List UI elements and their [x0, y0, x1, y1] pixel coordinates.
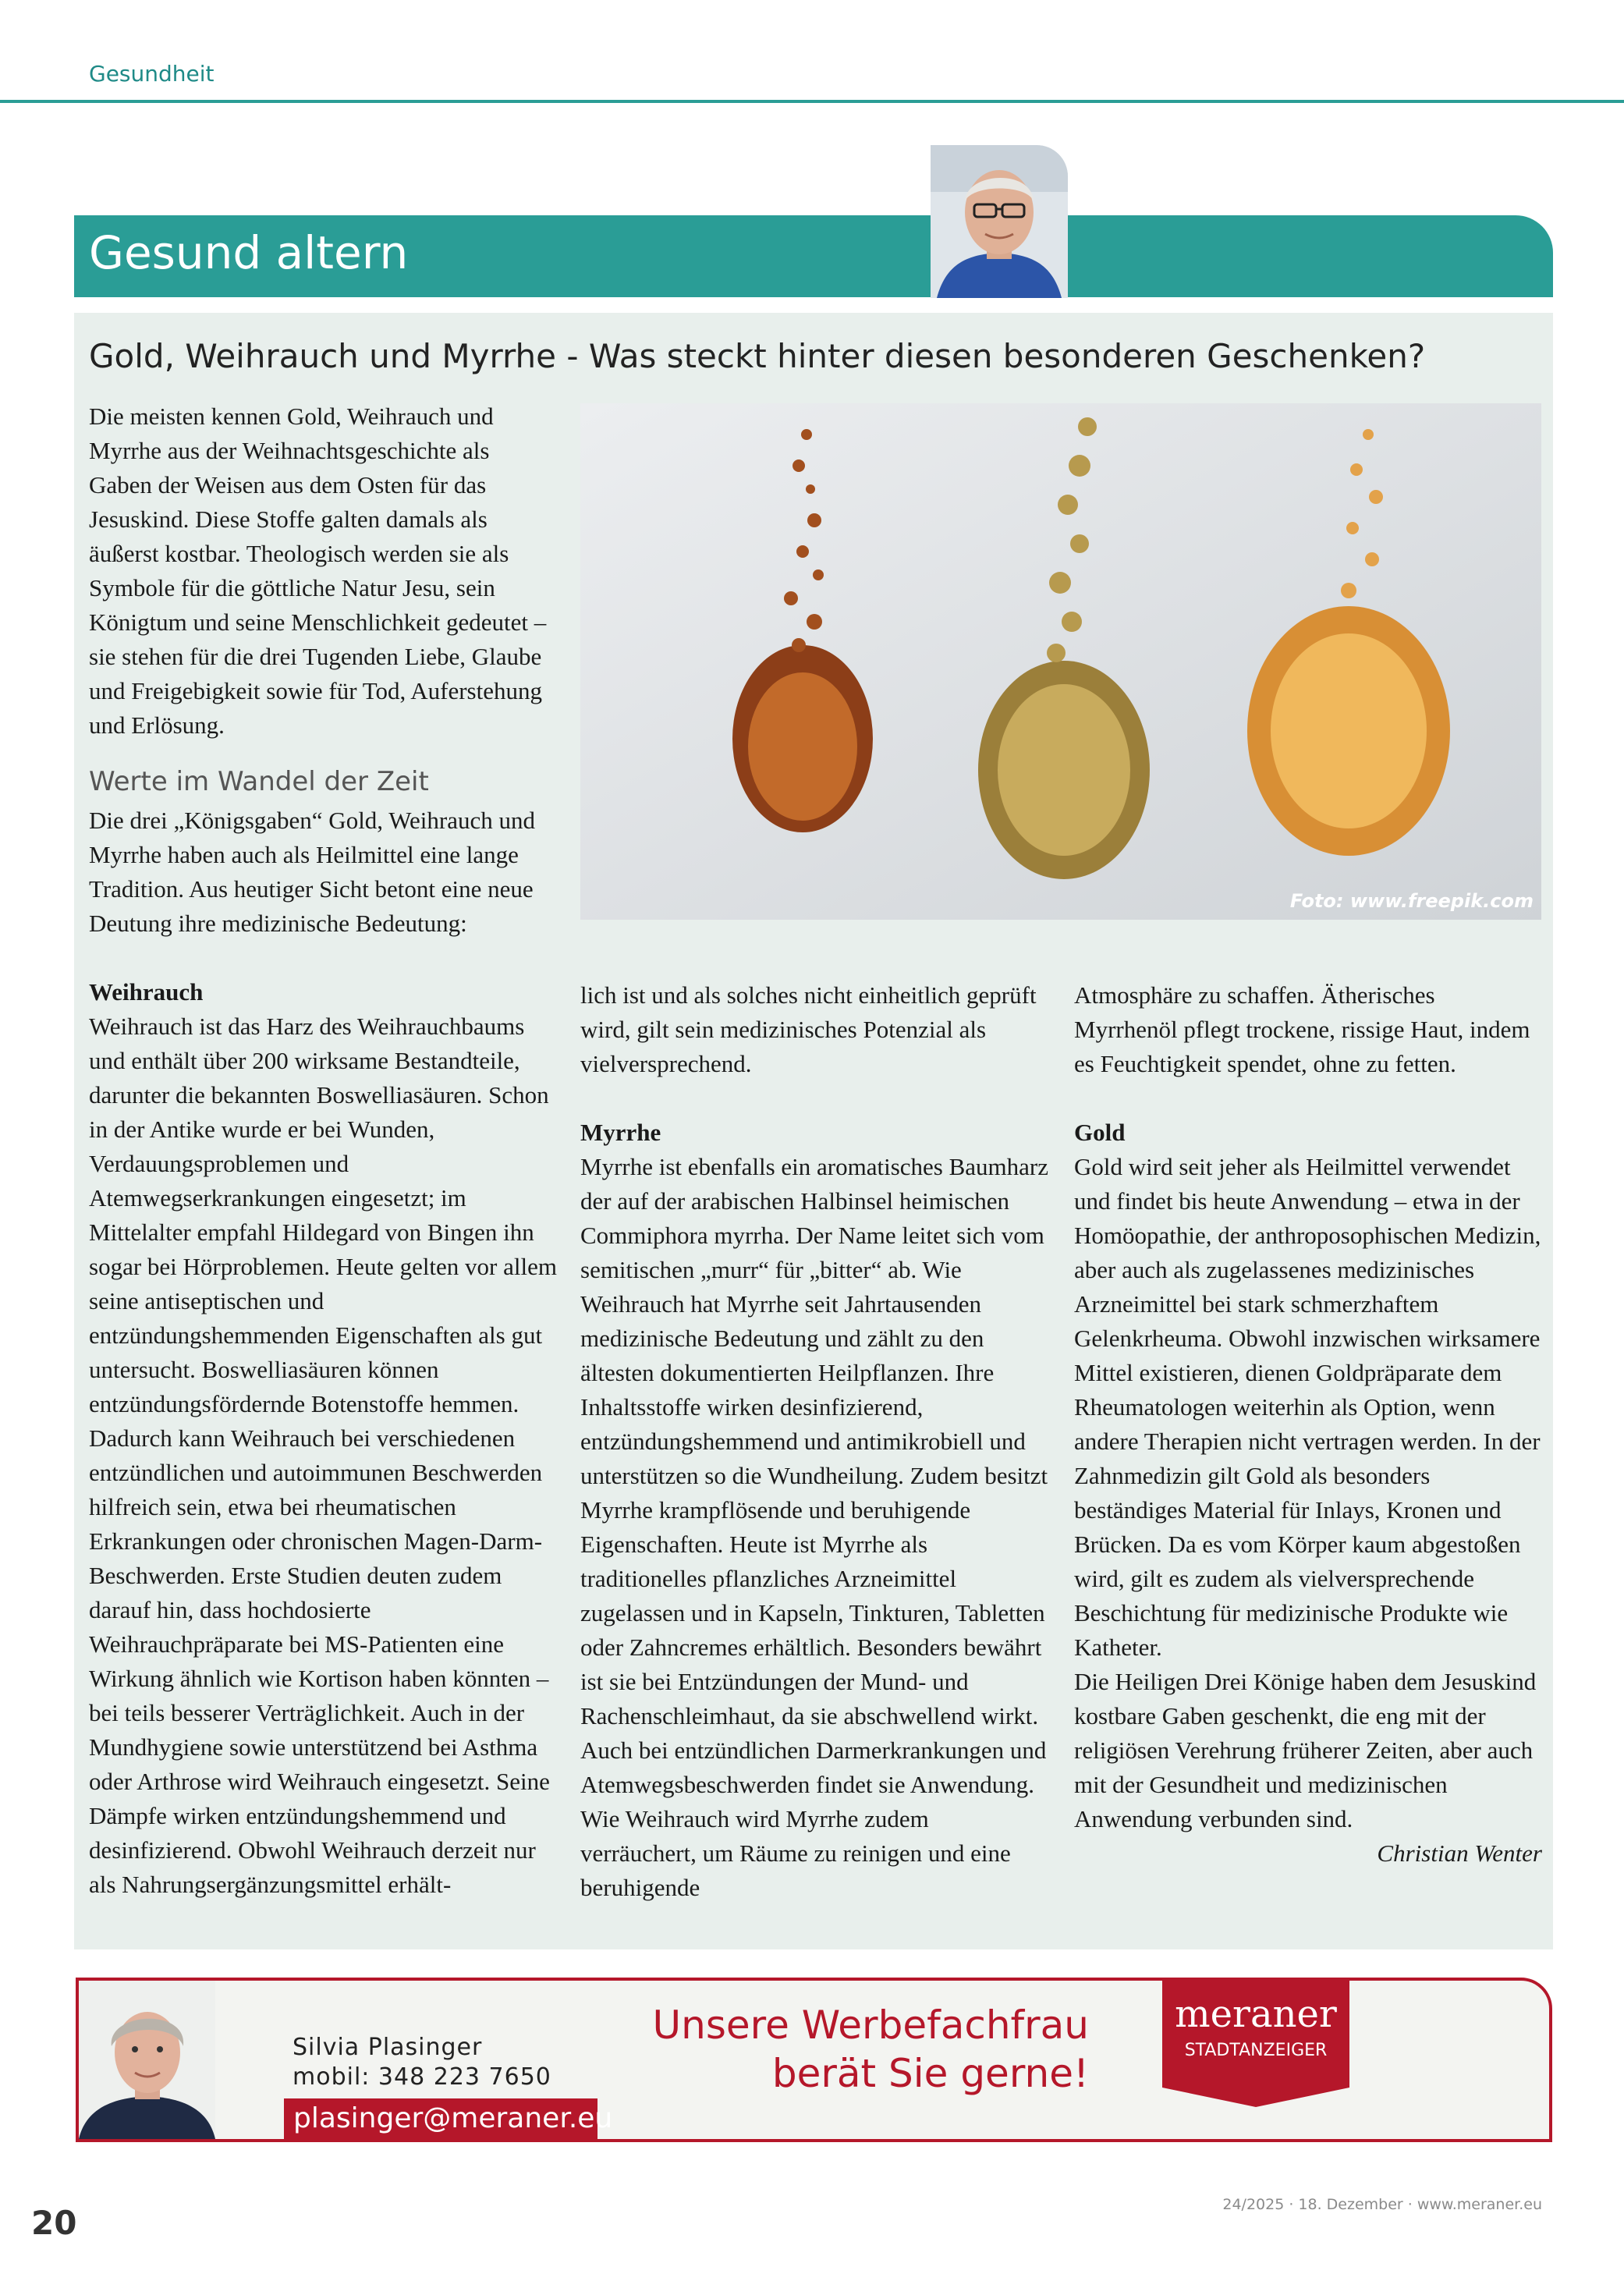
weihrauch-continued: lich ist und als solches nicht einheitlich geprüft wird, gilt sein medizinisches Potenzial als vielversprechend.	[580, 981, 1037, 1077]
myrrhe-paragraph: Myrrhe ist ebenfalls ein aromatisches Baumharz der auf der arabischen Halbinsel heimischen Commiphora myrrha. Der Name leitet sich vom semitischen „murr“ für „bitter“ ab. Wie Weihrauch hat Myrrhe seit Jahrtausenden medizinische Bedeutung und zählt zu den ältesten dokumentierten Heilpflanzen. Ihre Inhaltsstoffe wirken desinfizierend, entzündungshemmend und antimikrobiell und unterstützen so die Wundheilung. Zudem besitzt Myrrhe krampflösende und beruhigende Eigenschaften. Heute ist Myrrhe als traditionelles pflanzliches Arzneimittel zugelassen und in Kapseln, Tinkturen, Tabletten oder Zahncremes erhältlich. Besonders bewährt ist sie bei Entzündungen der Mund- und Rachenschleimhaut, da sie abschwellend wirkt. Auch bei entzündlichen Darmerkrankungen und Atemwegsbeschwerden findet sie Anwendung. Wie Weihrauch wird Myrrhe zudem verräuchert, um Räume zu reinigen und eine beruhigende	[580, 1153, 1048, 1901]
header-rule	[0, 100, 1624, 103]
weihrauch-heading: Weihrauch	[89, 978, 204, 1006]
weihrauch-paragraph: Weihrauch ist das Harz des Weihrauchbaums und enthält über 200 wirksame Bestandteile, darunter die bekannten Boswelliasäuren. Schon in der Antike wurde er bei Wunden, Verdauungsproblemen und Atemwegserkrankungen eingesetzt; im Mittelalter empfahl Hildegard von Bingen ihn sogar bei Hörproblemen. Heute gelten vor allem seine antiseptischen und entzündungshemmenden Eigenschaften als gut untersucht. Boswelliasäuren können entzündungsfördernde Botenstoffe hemmen. Dadurch kann Weihrauch bei verschiedenen entzündlichen und autoimmunen Beschwerden hilfreich sein, etwa bei rheumatischen Erkrankungen oder chronischen Magen-Darm-Beschwerden. Erste Studien deuten zudem darauf hin, dass hochdosierte Weihrauchpräparate bei MS-Patienten eine Wirkung ähnlich wie Kortison haben könnten – bei teils besserer Verträglichkeit. Auch in der Mundhygiene sowie unterstützend bei Asthma oder Arthrose wird Weihrauch eingesetzt. Seine Dämpfe wirken entzündungshemmend und desinfizierend. Obwohl Weihrauch derzeit nur als Nahrungsergänzungsmittel erhält-	[89, 1013, 557, 1898]
ad-slogan-line-1: Unsere Werbefachfrau	[652, 2003, 1089, 2048]
resins-photo	[580, 403, 1541, 920]
column-1	[89, 399, 557, 1902]
column-3	[1074, 978, 1542, 1871]
page-number: 20	[31, 2204, 77, 2242]
section-paragraph: Die drei „Königsgaben“ Gold, Weihrauch und Myrrhe haben auch als Heilmittel eine lange Tradition. Aus heutiger Sicht betont eine neue Deutung ihre medizinische Bedeutung:	[89, 807, 535, 937]
gold-paragraph: Gold wird seit jeher als Heilmittel verwendet und findet bis heute Anwendung – etwa in der Homöopathie, der anthroposophischen Medizin, aber auch als zugelassenes medizinisches Arzneimittel bei stark schmerzhaftem Gelenkrheuma. Obwohl inzwischen wirksamere Mittel existieren, dienen Goldpräparate dem Rheumatologen weiterhin als Option, wenn andere Therapien nicht vertragen werden. In der Zahnmedizin gilt Gold als besonders beständiges Material für Inlays, Kronen und Brücken. Da es vom Körper kaum abgestoßen wird, gilt es zudem als vielversprechende Beschichtung für medizinische Produkte wie Katheter.	[1074, 1153, 1541, 1661]
page-title: Gesund altern	[89, 226, 409, 279]
ad-slogan-line-2: berät Sie gerne!	[771, 2051, 1089, 2096]
meraner-logo	[1162, 1978, 1349, 2107]
contact-portrait	[79, 1981, 215, 2139]
contact-name: Silvia Plasinger	[293, 2034, 483, 2061]
article-author: Christian Wenter	[1377, 1839, 1542, 1867]
author-portrait	[931, 145, 1068, 298]
gold-heading: Gold	[1074, 1119, 1126, 1146]
contact-email[interactable]: plasinger@meraner.eu	[284, 2098, 597, 2139]
column-2	[580, 978, 1048, 1905]
logo-sub-text: STADTANZEIGER	[1184, 2041, 1328, 2060]
photo-credit: Foto: www.freepik.com	[1289, 890, 1534, 912]
issue-info: 24/2025 · 18. Dezember · www.meraner.eu	[1222, 2196, 1542, 2213]
contact-phone: mobil: 348 223 7650	[293, 2063, 551, 2091]
logo-main-text: meraner	[1175, 1992, 1337, 2036]
intro-paragraph: Die meisten kennen Gold, Weihrauch und Myrrhe aus der Weihnachtsgeschichte als Gaben der Weisen aus dem Osten für das Jesuskind. Diese Stoffe galten damals als äußerst kostbar. Theologisch werden sie als Symbole für die göttliche Natur Jesu, sein Königtum und seine Menschlichkeit gedeutet – sie stehen für die drei Tugenden Liebe, Glaube und Freigebigkeit sowie für Tod, Auferstehung und Erlösung.	[89, 403, 547, 739]
ad-slogan	[640, 2001, 1089, 2098]
myrrhe-heading: Myrrhe	[580, 1119, 661, 1146]
section-heading: Werte im Wandel der Zeit	[89, 766, 429, 797]
closing-paragraph: Die Heiligen Drei Könige haben dem Jesuskind kostbare Gaben geschenkt, die eng mit der religiösen Verehrung früherer Zeiten, aber auch mit der Gesundheit und medizinischen Anwendung verbunden sind.	[1074, 1668, 1537, 1832]
myrrhe-continued: Atmosphäre zu schaffen. Ätherisches Myrrhenöl pflegt trockene, rissige Haut, indem es Feuchtigkeit spendet, ohne zu fetten.	[1074, 981, 1530, 1077]
article-subtitle: Gold, Weihrauch und Myrrhe - Was steckt hinter diesen besonderen Geschenken?	[89, 337, 1426, 375]
section-label: Gesundheit	[89, 61, 215, 87]
